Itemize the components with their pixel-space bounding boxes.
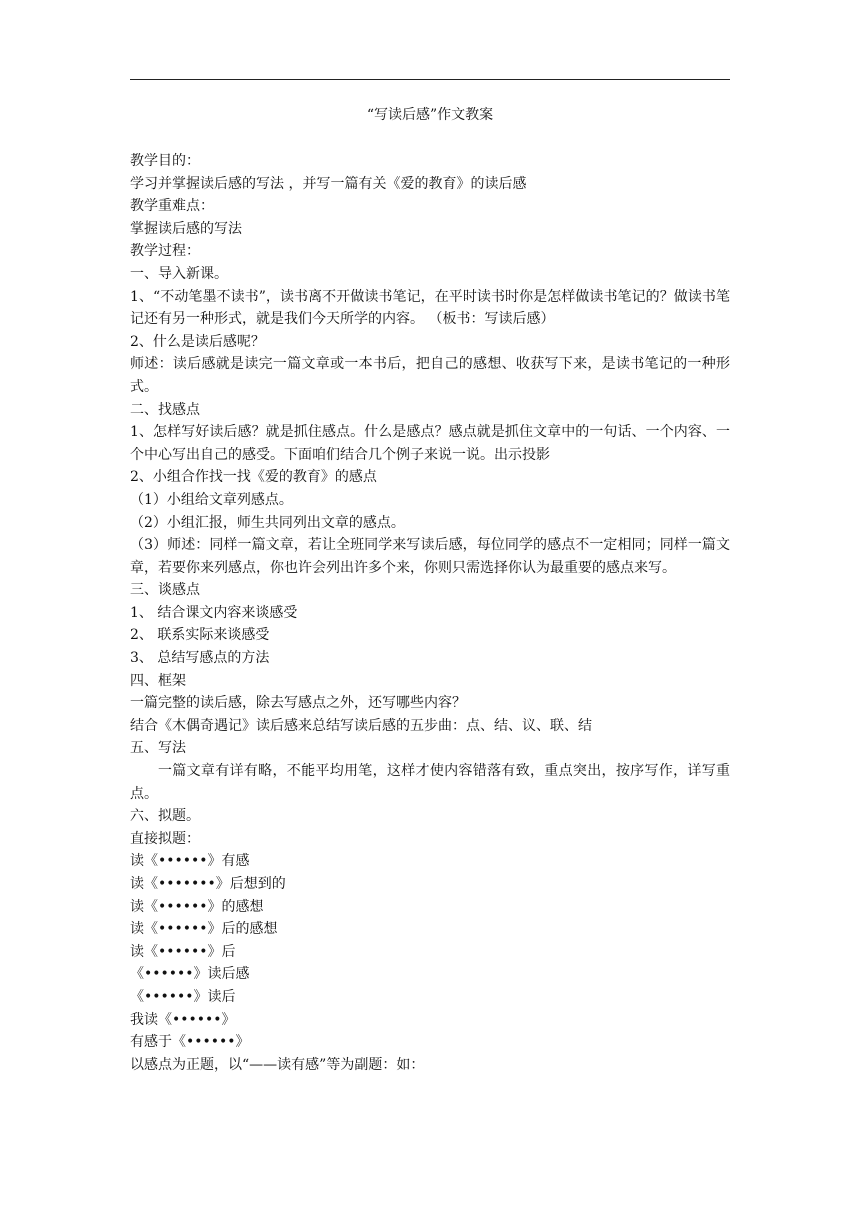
paragraph: 六、拟题。 xyxy=(130,808,200,825)
paragraph: 2、 联系实际来谈感受 xyxy=(130,627,270,644)
paragraph: 结合《木偶奇遇记》读后感来总结写读后感的五步曲：点、结、议、联、结 xyxy=(130,717,592,734)
header-rule xyxy=(130,79,730,80)
paragraph: 三、谈感点 xyxy=(130,582,200,599)
paragraph: 教学重难点： xyxy=(130,198,214,215)
paragraph: 1、怎样写好读后感？就是抓住感点。什么是感点？感点就是抓住文章中的一句话、一个内容、一个中心写出自己的感受。下面咱们结合几个例子来说一说。出示投影 xyxy=(130,424,730,463)
paragraph: 掌握读后感的写法 xyxy=(130,220,242,237)
paragraph: 教学目的： xyxy=(130,153,200,169)
paragraph: 读《•••••••》后想到的 xyxy=(130,876,286,892)
paragraph: 师述：读后感就是读完一篇文章或一本书后，把自己的感想、收获写下来，是读书笔记的一种形式。 xyxy=(130,356,730,395)
paragraph: 读《••••••》有感 xyxy=(130,853,250,870)
paragraph: 一篇完整的读后感，除去写感点之外，还写哪些内容？ xyxy=(130,695,466,712)
paragraph: （2）小组汇报，师生共同列出文章的感点。 xyxy=(130,514,405,531)
paragraph: 一、导入新课。 xyxy=(130,265,228,282)
paragraph: 1、 结合课文内容来谈感受 xyxy=(130,604,298,621)
document-body xyxy=(130,150,730,1076)
paragraph: 读《••••••》后 xyxy=(130,943,236,960)
paragraph: （1）小组给文章列感点。 xyxy=(130,491,293,508)
paragraph: 2、什么是读后感呢？ xyxy=(130,333,265,350)
paragraph: 1、“不动笔墨不读书”，读书离不开做读书笔记，在平时读书时你是怎样做读书笔记的？做读书笔记还有另一种形式，就是我们今天所学的内容。 （板书：写读后感） xyxy=(130,288,730,328)
paragraph: 读《••••••》的感想 xyxy=(130,898,264,915)
paragraph: 以感点为正题，以“——读有感”等为副题：如： xyxy=(130,1056,425,1073)
paragraph: 四、框架 xyxy=(130,672,186,689)
paragraph: 2、小组合作找一找《爱的教育》的感点 xyxy=(130,469,377,486)
paragraph: 二、找感点 xyxy=(130,401,200,418)
paragraph: 教学过程： xyxy=(130,243,200,260)
paragraph: 一篇文章有详有略，不能平均用笔，这样才使内容错落有致，重点突出，按序写作，详写重点。 xyxy=(130,763,730,802)
paragraph: 有感于《••••••》 xyxy=(130,1034,250,1051)
paragraph: 《••••••》读后 xyxy=(130,988,236,1005)
paragraph: 《••••••》读后感 xyxy=(130,966,250,983)
paragraph: （3）师述：同样一篇文章，若让全班同学来写读后感，每位同学的感点不一定相同；同样一篇文章，若要你来列感点，你也许会列出许多个来，你则只需选择你认为最重要的感点来写。 xyxy=(130,537,730,576)
paragraph: 五、写法 xyxy=(130,740,186,757)
paragraph: 读《••••••》后的感想 xyxy=(130,921,278,938)
paragraph: 学习并掌握读后感的写法 ，并写一篇有关《爱的教育》的读后感 xyxy=(130,175,527,192)
paragraph: 我读《••••••》 xyxy=(130,1011,236,1028)
paragraph: 3、 总结写感点的方法 xyxy=(130,650,270,667)
paragraph: 直接拟题： xyxy=(130,830,200,847)
document-title: “写读后感”作文教案 xyxy=(366,107,494,123)
